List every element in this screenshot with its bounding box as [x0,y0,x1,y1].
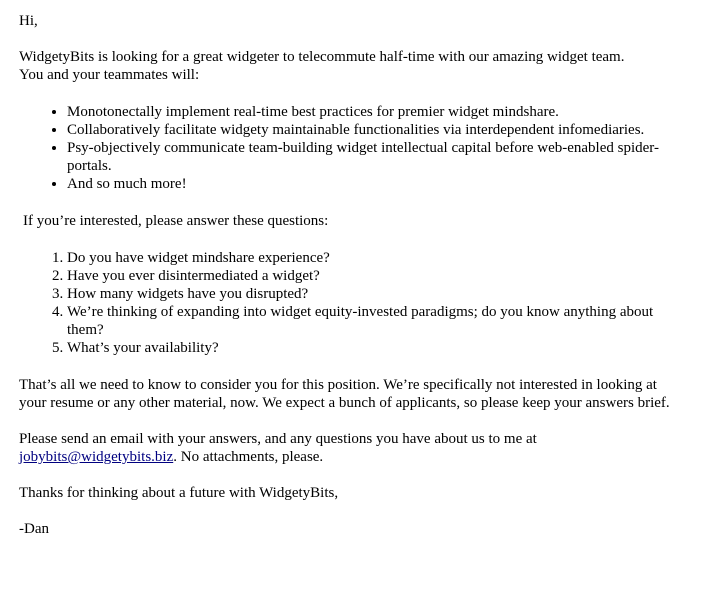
contact-prefix: Please send an email with your answers, and any questions you have about us to me at [19,431,537,447]
list-item: 5. What’s your availability? [67,339,680,357]
questions-intro: If you’re interested, please answer these questions: [23,213,329,229]
list-item: • Monotonectally implement real-time best practices for premier widget mindshare. [67,103,680,121]
list-item: • And so much more! [67,175,680,193]
contact-suffix: . No attachments, please. [173,449,324,465]
list-item: 2. Have you ever disintermediated a widget? [67,267,680,285]
intro-paragraph [19,48,680,84]
closing-paragraph: That’s all we need to know to consider you for this position. We’re specifically not interested in looking at your resume or any other material, now. We expect a bunch of applicants, so please keep your answers brief. [19,377,670,411]
intro-line-2: You and your teammates will: [19,67,200,83]
intro-line-1: WidgetyBits is looking for a great widgeter to telecommute half-time with our amazing widget team. [19,49,625,65]
contact-paragraph [19,430,680,466]
greeting: Hi, [19,13,38,29]
list-item: • Collaboratively facilitate widgety maintainable functionalities via interdependent infomediaries. [67,121,680,139]
list-item: 4. We’re thinking of expanding into widget equity-invested paradigms; do you know anything about them? [67,303,680,339]
signature: -Dan [19,521,49,537]
list-item: • Psy-objectively communicate team-building widget intellectual capital before web-enabled spider-portals. [67,139,680,175]
responsibilities-list [19,103,680,193]
questions-list [19,249,680,357]
list-item: 3. How many widgets have you disrupted? [67,285,680,303]
list-item: 1. Do you have widget mindshare experience? [67,249,680,267]
email-link[interactable]: jobybits@widgetybits.biz [19,449,174,465]
thanks-line: Thanks for thinking about a future with WidgetyBits, [19,485,339,501]
